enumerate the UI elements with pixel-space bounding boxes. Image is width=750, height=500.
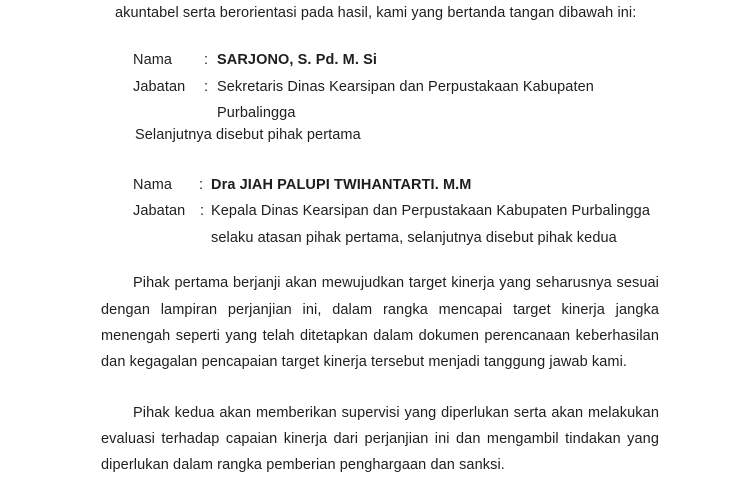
party1-jabatan-line2: Purbalingga xyxy=(217,105,296,121)
para1-line: dengan lampiran perjanjian ini, dalam rangka mencapai target kinerja jangka xyxy=(101,302,659,318)
party1-jabatan-label: Jabatan xyxy=(133,79,186,95)
para1-line: Pihak pertama berjanji akan mewujudkan target kinerja yang seharusnya sesuai xyxy=(133,275,659,291)
party2-jabatan-line2: selaku atasan pihak pertama, selanjutnya disebut pihak kedua xyxy=(211,230,617,246)
para2-line: diperlukan dalam rangka pemberian penghargaan dan sanksi. xyxy=(101,457,505,473)
party1-nama-value: SARJONO, S. Pd. M. Si xyxy=(217,52,378,68)
party2-jabatan-sep: : xyxy=(200,203,205,219)
intro-line: akuntabel serta berorientasi pada hasil, kami yang bertanda tangan dibawah ini: xyxy=(115,5,637,21)
party2-jabatan-label: Jabatan xyxy=(133,203,186,219)
para1-line: dan kegagalan pencapaian target kinerja tersebut menjadi tanggung jawab kami. xyxy=(101,354,628,370)
para1-line: menengah seperti yang telah ditetapkan dalam dokumen perencanaan keberhasilan xyxy=(101,328,659,344)
party1-jabatan-sep: : xyxy=(204,79,209,95)
para2-line: evaluasi terhadap capaian kinerja dari perjanjian ini dan mengambil tindakan yang xyxy=(101,431,659,447)
para2-line: Pihak kedua akan memberikan supervisi yang diperlukan serta akan melakukan xyxy=(133,405,659,421)
party1-nama-sep: : xyxy=(204,52,209,68)
party1-jabatan-line1: Sekretaris Dinas Kearsipan dan Perpustakaan Kabupaten xyxy=(217,79,594,95)
party1-designation: Selanjutnya disebut pihak pertama xyxy=(135,127,361,143)
party2-nama-sep: : xyxy=(199,177,204,193)
party2-nama-value: Dra JIAH PALUPI TWIHANTARTI. M.M xyxy=(211,177,472,193)
party2-jabatan-line1: Kepala Dinas Kearsipan dan Perpustakaan Kabupaten Purbalingga xyxy=(211,203,650,219)
party1-nama-label: Nama xyxy=(133,52,173,68)
party2-nama-label: Nama xyxy=(133,177,173,193)
